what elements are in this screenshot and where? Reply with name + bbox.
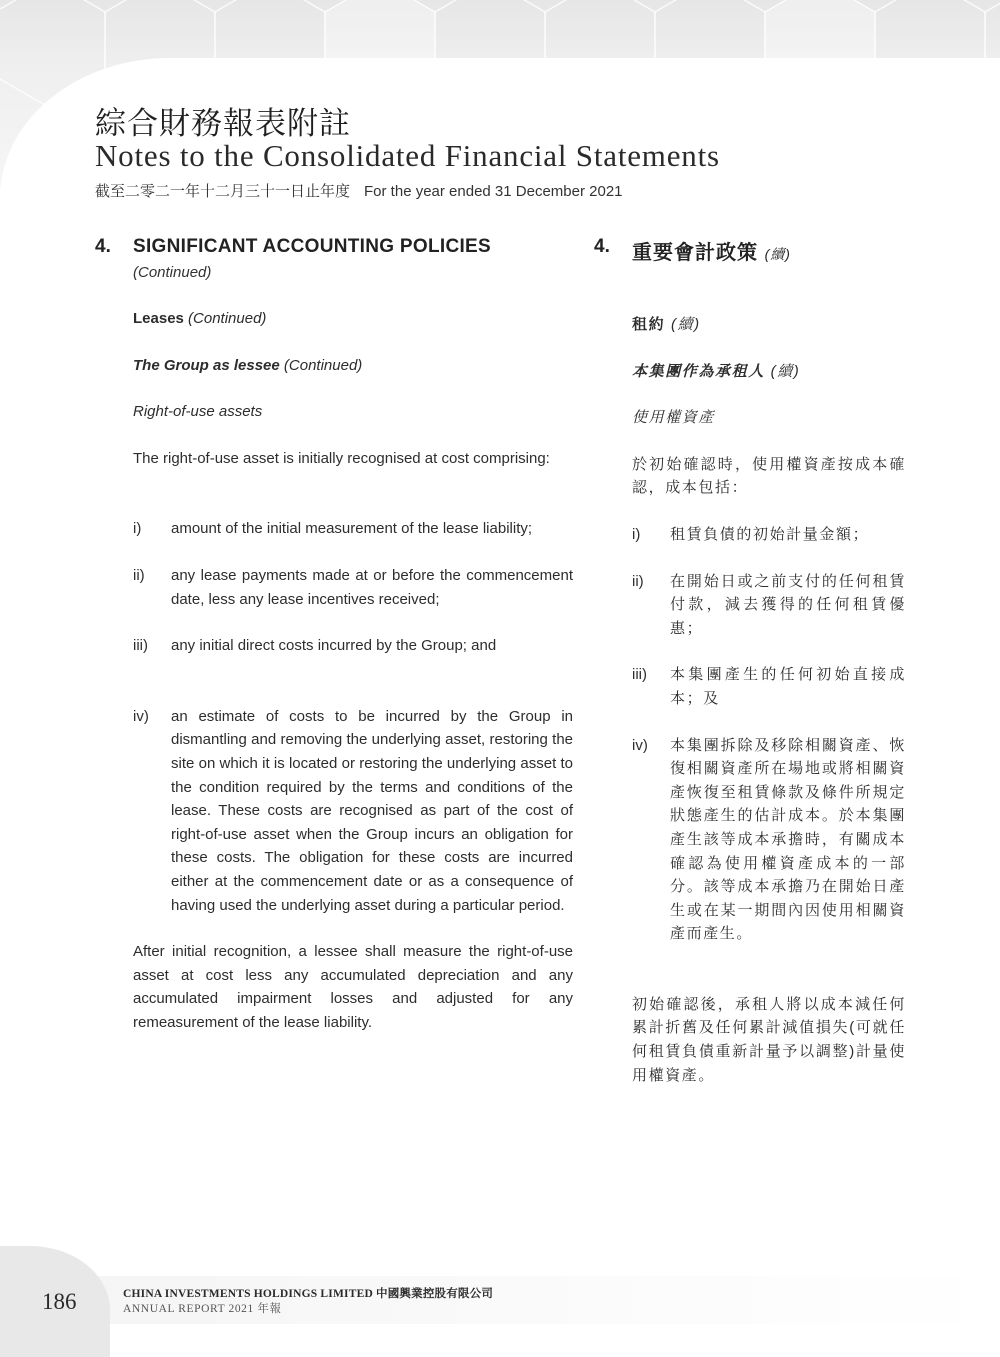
leases-continued-cn: (續)	[670, 316, 701, 333]
list-item-number: iii)	[133, 637, 148, 655]
list-item-number: iv)	[133, 707, 149, 725]
section-continued-cn: (續)	[764, 246, 791, 262]
rou-heading: Right-of-use assets	[133, 403, 263, 421]
list-item-cn	[632, 734, 906, 946]
lessee-label-cn: 本集團作為承租人	[632, 362, 765, 380]
list-item-text: any initial direct costs incurred by the Group; and	[171, 637, 497, 655]
intro-paragraph-cn: 於初始確認時，使用權資產按成本確認，成本包括：	[632, 455, 906, 497]
section-title: SIGNIFICANT ACCOUNTING POLICIES	[133, 236, 491, 257]
page-title-english: Notes to the Consolidated Financial Statements	[95, 138, 720, 173]
section-heading	[95, 236, 573, 264]
section-number: 4.	[95, 236, 111, 257]
period-chinese: 截至二零二一年十二月三十一日止年度	[95, 183, 351, 200]
leases-heading-cn	[632, 313, 906, 337]
list-item-text-cn: 本集團產生的任何初始直接成本；及	[670, 666, 906, 707]
lessee-continued-cn: (續)	[770, 362, 801, 380]
list-item-text: an estimate of costs to be incurred by the Group in dismantling and removing the underlying asset, restoring the site on which it is located or restoring the underlying asset to the condition required by the terms and conditions of the lease. These costs are recognised as part of the cost of right-of-use asset when the Group incurs an obligation for these costs. The obligation for these costs are incurred either at the commencement date or as a consequence of having used the underlying asset during a particular period.	[171, 707, 573, 914]
list-item-number-cn: iv)	[632, 736, 648, 754]
list-item-text-cn: 租賃負債的初始計量金額；	[670, 525, 870, 543]
section-title-cn	[632, 236, 791, 265]
closing-paragraph-cn: 初始確認後，承租人將以成本減任何累計折舊及任何累計減值損失(可就任何租賃負債重新計量予以調整)計量使用權資產。	[632, 995, 906, 1084]
section-title-cn-text: 重要會計政策	[632, 242, 758, 264]
list-item-number-cn: ii)	[632, 572, 644, 590]
period-subtitle	[95, 180, 623, 201]
list-item-number: ii)	[133, 566, 145, 584]
list-item-text: any lease payments made at or before the commencement date, less any lease incentives received;	[171, 566, 573, 608]
lessee-heading	[133, 354, 573, 378]
list-item-cn	[632, 570, 906, 641]
page-number: 186	[42, 1289, 77, 1314]
leases-label-cn: 租約	[632, 316, 666, 333]
list-item	[133, 564, 573, 611]
lessee-continued: (Continued)	[283, 356, 363, 374]
list-item	[133, 517, 573, 541]
list-item-number-cn: i)	[632, 525, 641, 543]
list-item	[133, 634, 573, 658]
list-item-number-cn: iii)	[632, 666, 647, 684]
chinese-column	[594, 236, 906, 1087]
list-item-number: i)	[133, 520, 142, 538]
list-item-cn	[632, 663, 906, 710]
list-item-text: amount of the initial measurement of the lease liability;	[171, 520, 533, 538]
leases-label: Leases	[133, 310, 184, 327]
lessee-heading-cn	[632, 360, 906, 384]
leases-continued: (Continued)	[188, 310, 267, 327]
footer-report-title: ANNUAL REPORT 2021 年報	[123, 1303, 282, 1315]
closing-paragraph: After initial recognition, a lessee shall measure the right-of-use asset at cost less any accumulated depreciation and any accumulated impairment losses and adjusted for any remeasurement of the lease liability.	[133, 943, 573, 1031]
section-number-cn: 4.	[594, 236, 610, 257]
page-title-chinese: 綜合財務報表附註	[95, 106, 351, 142]
english-column	[95, 236, 573, 1034]
intro-paragraph: The right-of-use asset is initially recognised at cost comprising:	[133, 449, 550, 467]
rou-heading-cn: 使用權資產	[632, 409, 716, 427]
period-english: For the year ended 31 December 2021	[364, 183, 623, 200]
footer-company-name: CHINA INVESTMENTS HOLDINGS LIMITED 中國興業控股有限公司	[123, 1288, 494, 1300]
leases-heading	[133, 307, 573, 331]
list-item	[133, 705, 573, 917]
section-continued: (Continued)	[133, 264, 212, 281]
list-item-text-cn: 本集團拆除及移除相關資產、恢復相關資產所在場地或將相關資產恢復至租賃條款及條件所規定狀態產生的估計成本。於本集團產生該等成本承擔時，有關成本確認為使用權資產成本的一部分。該等成本承擔乃在開始日產生或在某一期間內因使用相關資產而產生。	[670, 736, 906, 943]
section-heading-cn	[594, 236, 906, 264]
list-item-cn	[632, 523, 906, 547]
list-item-text-cn: 在開始日或之前支付的任何租賃付款，減去獲得的任何租賃優惠；	[670, 572, 906, 637]
lessee-label: The Group as lessee	[133, 356, 280, 374]
